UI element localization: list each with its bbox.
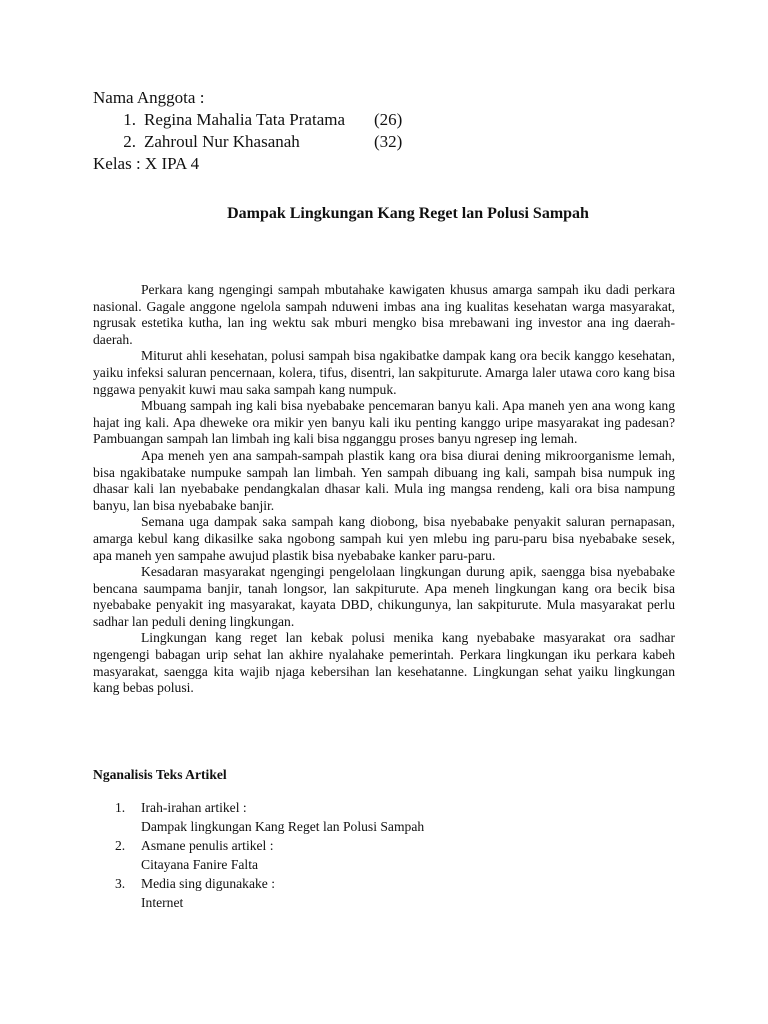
member-index: (26)	[374, 110, 403, 129]
analysis-title: Nganalisis Teks Artikel	[93, 767, 227, 782]
item-number: 1.	[115, 800, 126, 815]
paragraph: Semana uga dampak saka sampah kang diobong, bisa nyebabake penyakit saluran pernapasan, amarga kebul kang dikasilke saka ngobong sampah kui yen mlebu ing paru-paru bisa nyebabake sesek, apa maneh yen sampahe awujud plastik bisa nyebabake kanker paru-paru.	[93, 514, 675, 563]
member-number: 2.	[123, 132, 136, 151]
paragraph: Perkara kang ngengingi sampah mbutahake kawigaten khusus amarga sampah iku dadi perkara nasional. Gagale anggone ngelola sampah nduweni imbas ana ing kualitas kesehatan warga masyarakat, ngrusak estetika kutha, lan ing wektu sak mburi mengko bisa mrebawani ing investor ana ing daerah-daerah.	[93, 282, 675, 347]
item-answer: Internet	[141, 895, 184, 910]
item-number: 2.	[115, 838, 126, 853]
member-name: Zahroul Nur Khasanah	[144, 132, 300, 151]
list-item	[93, 798, 675, 836]
item-answer: Dampak lingkungan Kang Reget lan Polusi Sampah	[141, 819, 425, 834]
analysis-list	[93, 798, 675, 912]
member-index: (32)	[374, 132, 403, 151]
member-row	[93, 131, 402, 153]
paragraph: Lingkungan kang reget lan kebak polusi menika kang nyebabake masyarakat ora sadhar ngengengi babagan urip sehat lan akhire nyalahake pemerintah. Perkara lingkungan iku perkara kabeh masyarakat, saengga kita wajib njaga kebersihan lan kesehatanne. Lingkungan sehat yaiku lingkungan kang bebas polusi.	[93, 630, 675, 696]
item-question: Asmane penulis artikel :	[141, 838, 274, 853]
item-question: Media sing digunakake :	[141, 876, 276, 891]
member-number: 1.	[123, 110, 136, 129]
paragraph: Mbuang sampah ing kali bisa nyebabake pencemaran banyu kali. Apa maneh yen ana wong kang hajat ing kali. Apa dheweke ora mikir yen banyu kali iku penting kanggo uripe masyarakat ing padesan? Pambuangan sampah lan limbah ing kali bisa ngganggu proses banyu ngresep ing lemah.	[93, 398, 675, 447]
article-title: Dampak Lingkungan Kang Reget lan Polusi Sampah	[227, 205, 589, 222]
paragraph: Kesadaran masyarakat ngengingi pengelolaan lingkungan durung apik, saengga bisa nyebabake bencana saumpama banjir, tanah longsor, lan sakpiturute. Apa meneh lingkungan kang ora becik bisa nyebabake penyakit ing masyarakat, kayata DBD, chikungunya, lan sakpiturute. Mula masyarakat perlu sadhar lan peduli dening lingkungan.	[93, 564, 675, 629]
list-item	[93, 836, 675, 874]
header-block	[93, 87, 402, 175]
class-label: Kelas : X IPA 4	[93, 154, 200, 173]
list-item	[93, 874, 675, 912]
member-name: Regina Mahalia Tata Pratama	[144, 110, 346, 129]
item-number: 3.	[115, 876, 126, 891]
paragraph: Miturut ahli kesehatan, polusi sampah bisa ngakibatke dampak kang ora becik kanggo kesehatan, yaiku infeksi saluran pencernaan, kolera, tifus, disentri, lan sakpiturute. Amarga laler utawa coro kang bisa nggawa penyakit kuwi mau saka sampah kang numpuk.	[93, 348, 675, 397]
article-body	[93, 282, 675, 697]
item-answer: Citayana Fanire Falta	[141, 857, 259, 872]
member-row	[93, 109, 402, 131]
paragraph: Apa meneh yen ana sampah-sampah plastik kang ora bisa diurai dening mikroorganisme lemah, bisa ngakibatake numpuke sampah lan limbah. Yen sampah dibuang ing kali, sampah bisa numpuk ing dhasar kali lan nyebabake pendangkalan dhasar kali. Mula ing mangsa rendeng, kali ora bisa nampung banyu, lan bisa nyebabake banjir.	[93, 447, 675, 513]
item-question: Irah-irahan artikel :	[141, 800, 247, 815]
members-label: Nama Anggota :	[93, 88, 205, 107]
